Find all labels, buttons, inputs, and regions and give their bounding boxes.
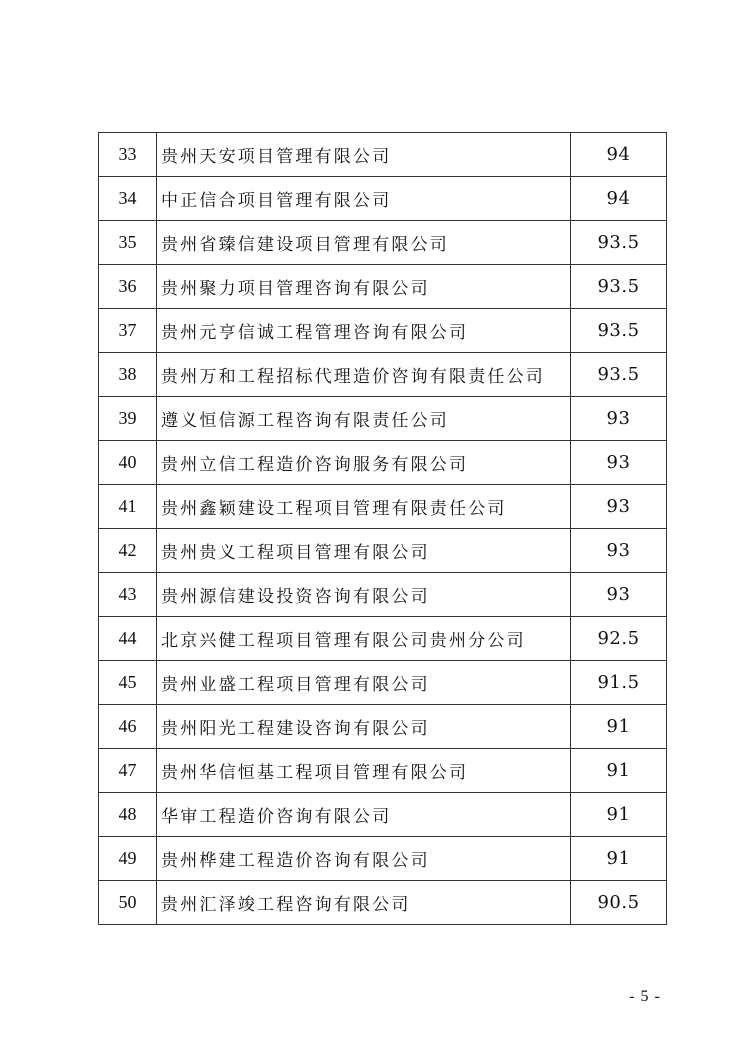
- table-row: [99, 265, 667, 309]
- score-cell: 93.5: [571, 353, 667, 397]
- score-cell: 93: [571, 441, 667, 485]
- table-row: [99, 485, 667, 529]
- score-cell: 94: [571, 133, 667, 177]
- table-row: [99, 705, 667, 749]
- company-name-cell: 贵州阳光工程建设咨询有限公司: [157, 705, 571, 749]
- score-cell: 91: [571, 749, 667, 793]
- company-name-cell: 贵州省臻信建设项目管理有限公司: [157, 221, 571, 265]
- table-row: [99, 309, 667, 353]
- score-cell: 93.5: [571, 221, 667, 265]
- table-row: [99, 749, 667, 793]
- rank-cell: 41: [99, 485, 157, 529]
- company-name-cell: 贵州桦建工程造价咨询有限公司: [157, 837, 571, 881]
- table-row: [99, 573, 667, 617]
- score-cell: 91: [571, 793, 667, 837]
- rank-cell: 47: [99, 749, 157, 793]
- rank-cell: 50: [99, 881, 157, 925]
- table-row: [99, 353, 667, 397]
- company-name-cell: 贵州贵义工程项目管理有限公司: [157, 529, 571, 573]
- company-name-cell: 贵州汇泽竣工程咨询有限公司: [157, 881, 571, 925]
- rank-cell: 39: [99, 397, 157, 441]
- rank-cell: 33: [99, 133, 157, 177]
- company-name-cell: 贵州立信工程造价咨询服务有限公司: [157, 441, 571, 485]
- table-row: [99, 441, 667, 485]
- score-cell: 91: [571, 837, 667, 881]
- table-row: [99, 881, 667, 925]
- company-name-cell: 贵州业盛工程项目管理有限公司: [157, 661, 571, 705]
- score-cell: 93.5: [571, 265, 667, 309]
- score-cell: 91.5: [571, 661, 667, 705]
- table-row: [99, 837, 667, 881]
- company-name-cell: 华审工程造价咨询有限公司: [157, 793, 571, 837]
- score-cell: 90.5: [571, 881, 667, 925]
- rank-cell: 38: [99, 353, 157, 397]
- score-cell: 93: [571, 397, 667, 441]
- company-name-cell: 贵州华信恒基工程项目管理有限公司: [157, 749, 571, 793]
- score-cell: 93: [571, 485, 667, 529]
- company-name-cell: 贵州鑫颖建设工程项目管理有限责任公司: [157, 485, 571, 529]
- rank-cell: 49: [99, 837, 157, 881]
- rank-cell: 48: [99, 793, 157, 837]
- rank-cell: 36: [99, 265, 157, 309]
- ranking-table-body: [99, 133, 667, 925]
- company-name-cell: 贵州源信建设投资咨询有限公司: [157, 573, 571, 617]
- rank-cell: 46: [99, 705, 157, 749]
- rank-cell: 34: [99, 177, 157, 221]
- company-name-cell: 遵义恒信源工程咨询有限责任公司: [157, 397, 571, 441]
- score-cell: 91: [571, 705, 667, 749]
- rank-cell: 37: [99, 309, 157, 353]
- score-cell: 94: [571, 177, 667, 221]
- ranking-table: [98, 132, 667, 925]
- score-cell: 93: [571, 529, 667, 573]
- company-name-cell: 贵州聚力项目管理咨询有限公司: [157, 265, 571, 309]
- table-row: [99, 617, 667, 661]
- score-cell: 93: [571, 573, 667, 617]
- page-number: - 5 -: [629, 988, 661, 1005]
- table-row: [99, 177, 667, 221]
- company-name-cell: 贵州元亨信诚工程管理咨询有限公司: [157, 309, 571, 353]
- rank-cell: 42: [99, 529, 157, 573]
- score-cell: 92.5: [571, 617, 667, 661]
- company-name-cell: 中正信合项目管理有限公司: [157, 177, 571, 221]
- rank-cell: 45: [99, 661, 157, 705]
- rank-cell: 40: [99, 441, 157, 485]
- rank-cell: 44: [99, 617, 157, 661]
- company-name-cell: 北京兴健工程项目管理有限公司贵州分公司: [157, 617, 571, 661]
- table-row: [99, 221, 667, 265]
- score-cell: 93.5: [571, 309, 667, 353]
- table-row: [99, 661, 667, 705]
- company-name-cell: 贵州万和工程招标代理造价咨询有限责任公司: [157, 353, 571, 397]
- table-row: [99, 529, 667, 573]
- table-row: [99, 793, 667, 837]
- table-row: [99, 133, 667, 177]
- rank-cell: 35: [99, 221, 157, 265]
- table-row: [99, 397, 667, 441]
- rank-cell: 43: [99, 573, 157, 617]
- company-name-cell: 贵州天安项目管理有限公司: [157, 133, 571, 177]
